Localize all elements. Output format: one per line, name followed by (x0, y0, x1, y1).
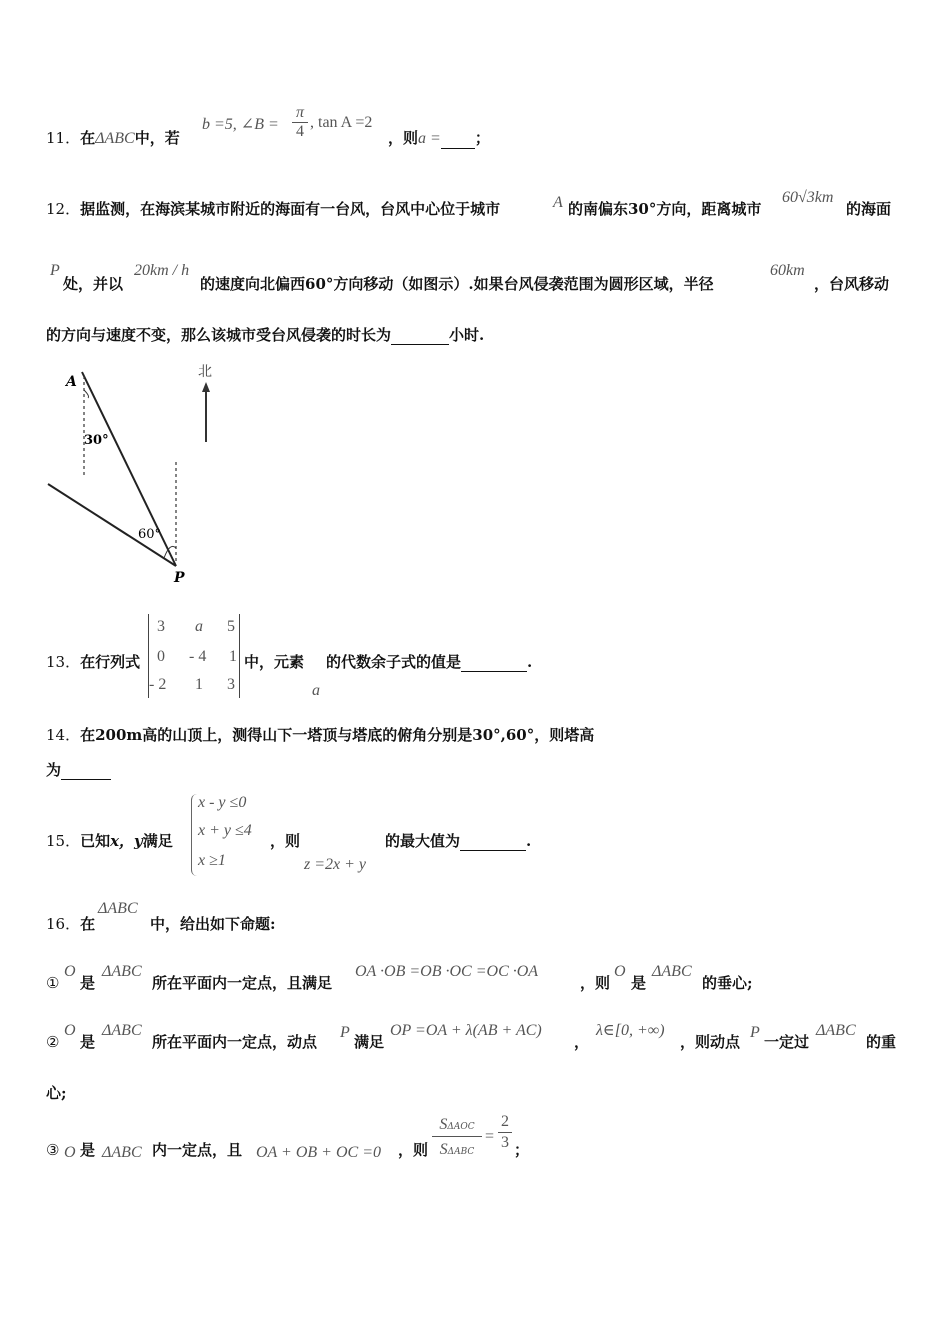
constraint-3: x ≥1 (198, 852, 226, 869)
condition-tan: , tan A =2 (310, 114, 373, 131)
question-13: 13．在行列式 (46, 653, 141, 671)
lambda-range: λ∈[0, +∞) (596, 1022, 665, 1039)
determinant: 3 a 5 0 - 4 1 - 2 1 3 (148, 614, 240, 698)
fraction-two-thirds: 2 3 (498, 1112, 512, 1153)
answer-blank[interactable] (61, 765, 111, 780)
constraint-2: x + y ≤4 (198, 822, 252, 839)
question-15: 15．已知x，y满足 (46, 832, 173, 850)
area-ratio-fraction: SΔAOC SΔABC (432, 1114, 482, 1159)
question-number: 11． (46, 129, 81, 147)
answer-blank[interactable] (441, 134, 475, 149)
objective-z: z =2x + y (304, 856, 367, 873)
figure-label-p: P (174, 570, 185, 586)
question-11: 11．在ΔABC中，若 (46, 129, 180, 147)
north-arrow-head (202, 382, 210, 392)
answer-blank[interactable] (461, 657, 527, 672)
question-11-tail: ，则a = ； (388, 129, 490, 147)
answer-blank[interactable] (391, 330, 449, 345)
city-a-label: A (553, 194, 563, 211)
figure-label-30: 30° (84, 433, 109, 448)
constraint-1: x - y ≤0 (198, 794, 247, 811)
triangle-abc: ΔABC (98, 900, 138, 917)
vector-equation: OP =OA + λ(AB + AC) (390, 1022, 542, 1039)
figure-label-a: A (66, 374, 77, 390)
proposition-1: ① (46, 974, 60, 992)
fraction-pi-over-4: π 4 (292, 104, 308, 141)
figure-label-60: 60° (138, 527, 162, 542)
figure-label-north: 北 (198, 364, 212, 380)
condition-b: b =5, ∠B = (202, 116, 279, 133)
angle-arc-a (84, 390, 89, 398)
speed-value: 20km / h (134, 262, 190, 279)
radius-value: 60km (770, 262, 805, 279)
dot-product-equation: OA ·OB =OB ·OC =OC ·OA (355, 963, 539, 980)
typhoon-diagram (44, 356, 234, 592)
proposition-3: ③ (46, 1141, 60, 1159)
vector-sum-equation: OA + OB + OC =0 (256, 1144, 381, 1161)
distance-value: 60√3km (782, 189, 834, 206)
element-a: a (312, 682, 320, 699)
answer-blank[interactable] (460, 836, 526, 851)
point-p-label: P (50, 262, 60, 279)
question-16: 16．在 (46, 915, 96, 933)
proposition-2: ② (46, 1033, 60, 1051)
question-12: 12．据监测，在海滨某城市附近的海面有一台风，台风中心位于城市 (46, 200, 501, 218)
question-14: 14．在200m高的山顶上，测得山下一塔顶与塔底的俯角分别是30°,60°，则塔高 (46, 726, 595, 744)
constraint-brace (191, 794, 198, 876)
